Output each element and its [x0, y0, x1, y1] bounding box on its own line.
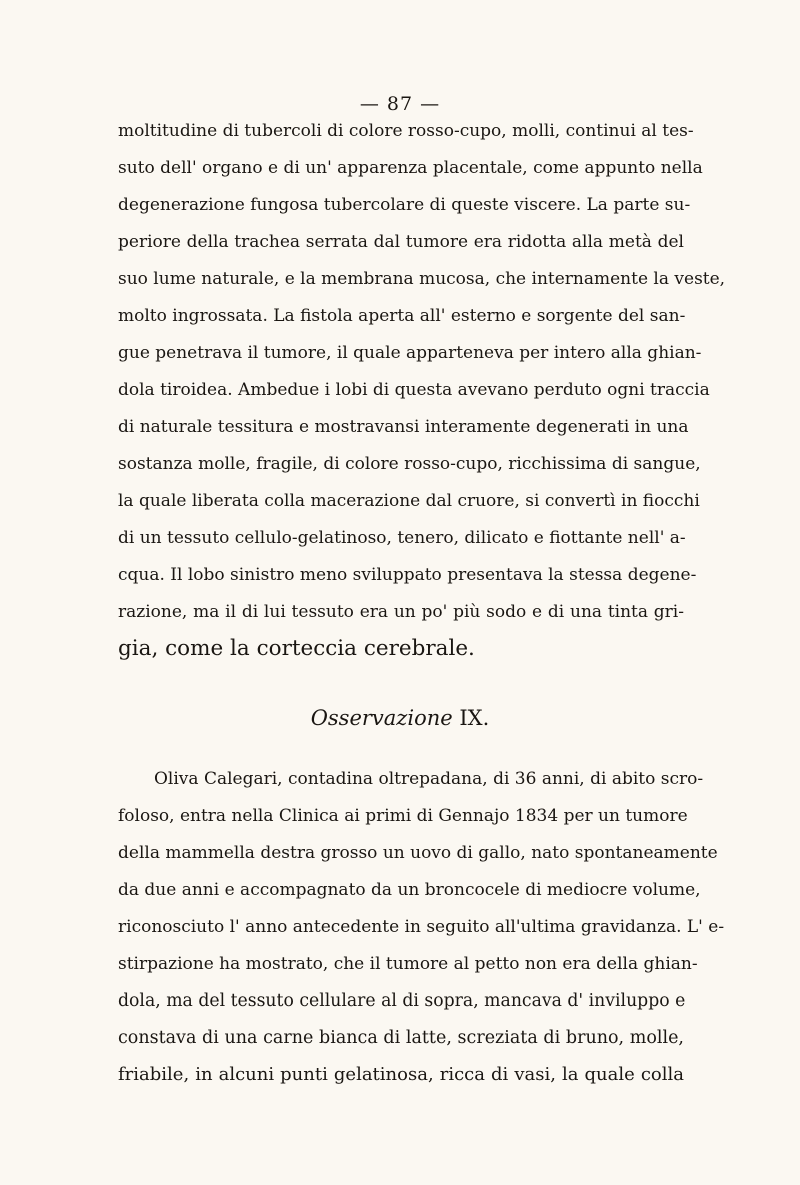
text-line: periore della trachea serrata dal tumore era ridotta alla metà del	[118, 232, 684, 252]
text-line: dola tiroidea. Ambedue i lobi di questa avevano perduto ogni traccia	[118, 380, 710, 400]
text-line: razione, ma il di lui tessuto era un po' più sodo e di una tinta gri-	[118, 602, 684, 622]
text-line: la quale liberata colla macerazione dal cruore, si convertì in fiocchi	[118, 491, 700, 511]
text-line: dola, ma del tessuto cellulare al di sopra, mancava d' inviluppo e	[118, 991, 686, 1011]
text-line: gia, come la corteccia cerebrale.	[118, 636, 475, 661]
text-line: suo lume naturale, e la membrana mucosa, che internamente la veste,	[118, 269, 726, 289]
text-line: stirpazione ha mostrato, che il tumore al petto non era della ghian-	[118, 954, 698, 974]
heading-word: Osservazione	[310, 706, 453, 730]
text-line: Oliva Calegari, contadina oltrepadana, di 36 anni, di abito scro-	[154, 769, 704, 789]
text-line: di un tessuto cellulo-gelatinoso, tenero, dilicato e fiottante nell' a-	[118, 528, 686, 548]
text-line: degenerazione fungosa tubercolare di queste viscere. La parte su-	[118, 195, 691, 215]
heading-numeral: IX.	[459, 706, 490, 730]
text-line: da due anni e accompagnato da un broncocele di mediocre volume,	[118, 880, 701, 900]
text-line: suto dell' organo e di un' apparenza placentale, come appunto nella	[118, 158, 703, 178]
text-line: di naturale tessitura e mostravansi interamente degenerati in una	[118, 417, 689, 437]
text-line: molto ingrossata. La fistola aperta all' esterno e sorgente del san-	[118, 306, 686, 326]
text-line: riconosciuto l' anno antecedente in seguito all'ultima gravidanza. L' e-	[118, 917, 725, 937]
text-line: gue penetrava il tumore, il quale apparteneva per intero alla ghian-	[118, 343, 702, 363]
text-line: friabile, in alcuni punti gelatinosa, ricca di vasi, la quale colla	[118, 1064, 684, 1085]
text-line: moltitudine di tubercoli di colore rosso-cupo, molli, continui al tes-	[118, 121, 694, 141]
text-line: della mammella destra grosso un uovo di gallo, nato spontaneamente	[118, 843, 718, 863]
page-number: — 87 —	[359, 93, 441, 115]
text-line: cqua. Il lobo sinistro meno sviluppato presentava la stessa degene-	[118, 565, 697, 585]
text-line: constava di una carne bianca di latte, screziata di bruno, molle,	[118, 1028, 684, 1048]
text-line: foloso, entra nella Clinica ai primi di Gennajo 1834 per un tumore	[118, 806, 688, 826]
section-heading	[0, 706, 800, 730]
text-line: sostanza molle, fragile, di colore rosso-cupo, ricchissima di sangue,	[118, 454, 701, 474]
